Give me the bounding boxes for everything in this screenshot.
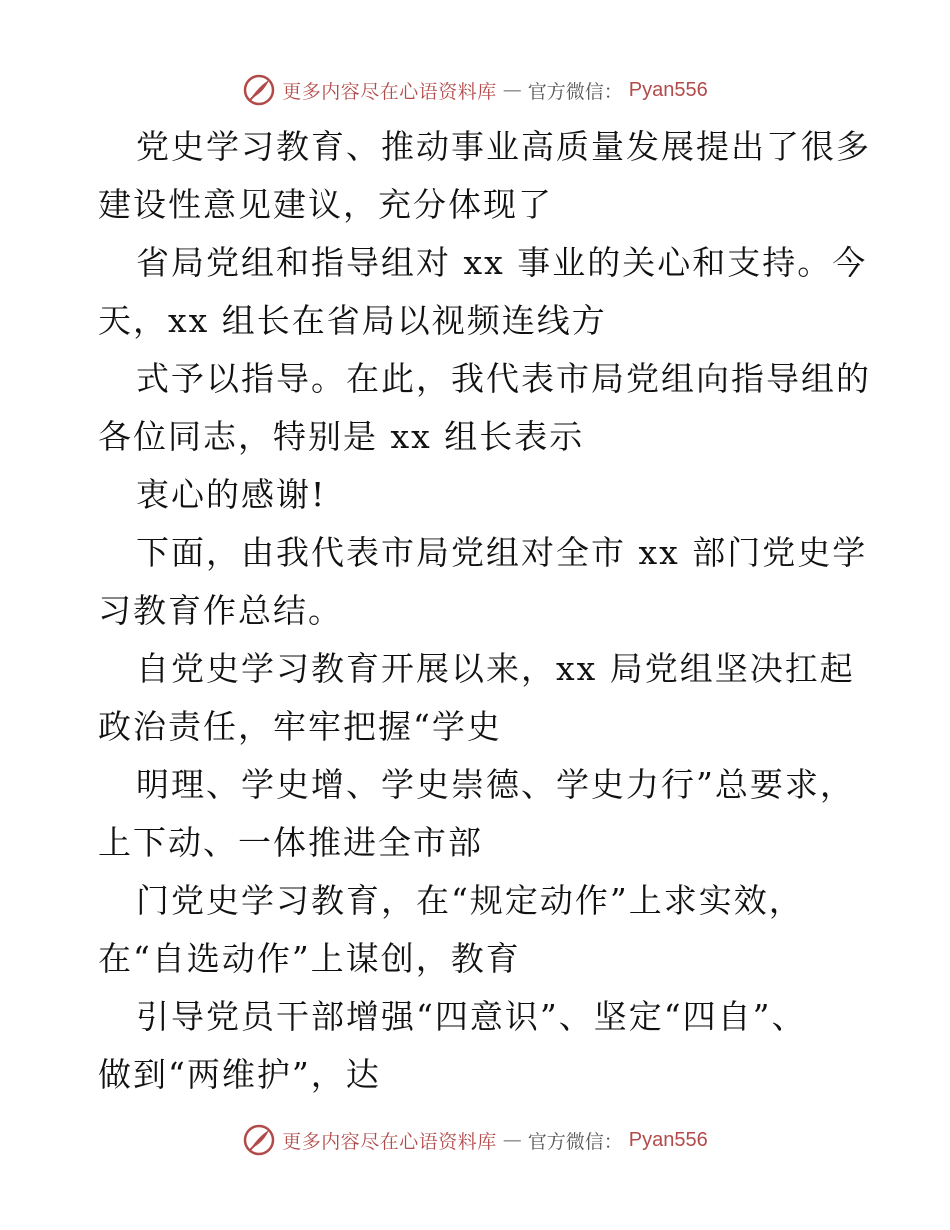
body-line: 省局党组和指导组对 xx 事业的关心和支持。今 [136,243,868,282]
header-banner [0,70,950,110]
header-separator: — [502,79,522,101]
body-line: 引导党员干部增强“四意识”、坚定“四自”、 [136,997,807,1036]
body-line: 各位同志，特别是 xx 组长表示 [98,417,585,456]
document-body [98,118,871,1104]
footer-separator: — [502,1129,522,1151]
feather-pen-logo-icon [242,73,276,107]
footer-brand-text: 更多内容尽在心语资料库 [282,1130,497,1153]
feather-pen-logo-icon [242,1123,276,1157]
body-line: 自党史学习教育开展以来，xx 局党组坚决扛起 [136,649,855,688]
footer-banner [0,1120,950,1160]
header-brand-text: 更多内容尽在心语资料库 [282,80,497,103]
body-line: 习教育作总结。 [98,591,343,630]
footer-wechat-id: Pyan556 [628,1128,708,1151]
body-line: 做到“两维护”，达 [98,1055,381,1094]
body-line: 明理、学史增、学史崇德、学史力行”总要求， [136,765,855,804]
body-line: 门党史学习教育，在“规定动作”上求实效， [136,881,804,920]
header-wechat-label: 官方微信： [527,80,623,103]
body-line: 在“自选动作”上谋创，教育 [98,939,521,978]
body-line: 党史学习教育、推动事业高质量发展提出了很多 [136,127,871,166]
body-line: 衷心的感谢! [136,475,327,514]
body-line: 式予以指导。在此，我代表市局党组向指导组的 [136,359,871,398]
body-line: 上下动、一体推进全市部 [98,823,483,862]
body-line: 下面，由我代表市局党组对全市 xx 部门党史学 [136,533,868,572]
footer-wechat-label: 官方微信： [527,1130,623,1153]
header-wechat-id: Pyan556 [628,78,708,101]
body-line: 天，xx 组长在省局以视频连线方 [98,301,607,340]
body-line: 建设性意见建议，充分体现了 [98,185,553,224]
body-line: 政治责任，牢牢把握“学史 [98,707,502,746]
